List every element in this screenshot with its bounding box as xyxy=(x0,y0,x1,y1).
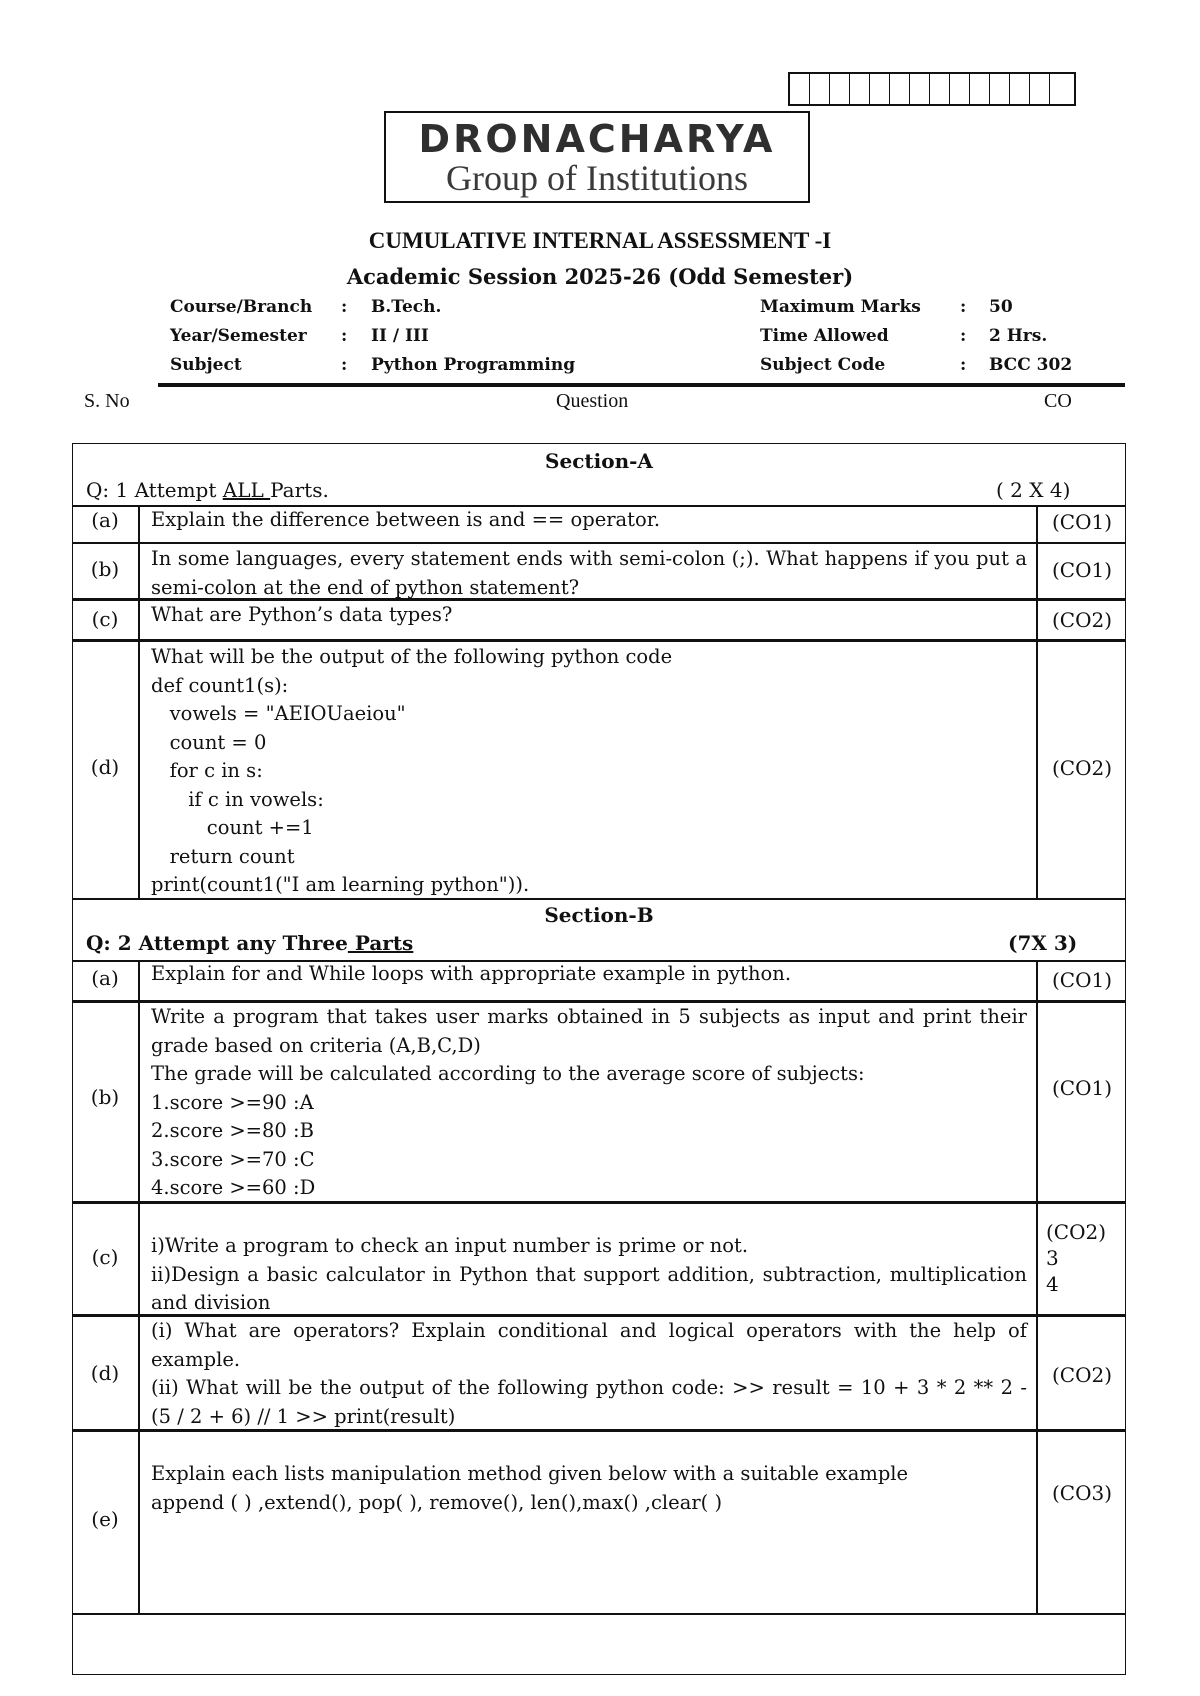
meta-label: Subject xyxy=(170,355,242,375)
meta-sep: : xyxy=(960,326,967,346)
question-part: (ii) What will be the output of the following python code: >> result = 10 + 3 * 2 ** 2 - (5 / 2 + 6) // 1 >> print(result) xyxy=(151,1376,1027,1428)
column-divider xyxy=(138,960,140,1613)
section-b-marks: (7X 3) xyxy=(1008,931,1078,955)
question-text xyxy=(151,1460,1027,1517)
question-line: The grade will be calculated according to the average score of subjects: xyxy=(151,1062,865,1085)
question-prompt: Write a program that takes user marks obtained in 5 subjects as input and print their grade based on criteria (A,B,C,D) xyxy=(151,1005,1027,1057)
question-part: (i) What are operators? Explain conditional and logical operators with the help of example. xyxy=(151,1319,1027,1371)
section-b-instruction xyxy=(86,931,413,955)
question-prompt: What will be the output of the following python code xyxy=(151,645,673,668)
instruction-text: Q: 1 Attempt xyxy=(86,478,223,502)
roll-box xyxy=(950,74,970,104)
row-divider xyxy=(72,639,1126,642)
code-line: vowels = "AEIOUaeiou" xyxy=(151,702,406,725)
roll-box xyxy=(910,74,930,104)
meta-label: Course/Branch xyxy=(170,297,313,317)
question-prompt: Explain each lists manipulation method given below with a suitable example xyxy=(151,1462,909,1485)
code-line: for c in s: xyxy=(151,759,263,782)
section-a-instruction xyxy=(86,478,329,502)
question-number: (a) xyxy=(91,966,119,990)
instruction-underlined: ALL xyxy=(222,478,271,502)
code-line: count +=1 xyxy=(151,816,314,839)
roll-box xyxy=(810,74,830,104)
meta-value: BCC 302 xyxy=(989,355,1073,375)
course-outcome-code: (CO2) xyxy=(1046,1220,1107,1244)
question-number: (c) xyxy=(91,607,119,631)
roll-box xyxy=(990,74,1010,104)
question-text xyxy=(151,1317,1027,1431)
question-text xyxy=(151,1003,1027,1203)
course-outcome: (CO1) xyxy=(1051,510,1113,534)
question-text: Explain for and While loops with appropriate example in python. xyxy=(151,962,792,985)
meta-sep: : xyxy=(960,355,967,375)
course-outcome-extra: 4 xyxy=(1046,1272,1059,1296)
meta-value: Python Programming xyxy=(371,355,576,375)
meta-value: 50 xyxy=(989,297,1013,317)
question-number: (b) xyxy=(90,557,120,581)
question-part: ii)Design a basic calculator in Python that support addition, subtraction, multiplication and division xyxy=(151,1262,1027,1314)
roll-box xyxy=(1010,74,1030,104)
meta-sep: : xyxy=(341,297,348,317)
course-outcome: (CO2) xyxy=(1051,608,1113,632)
question-number: (c) xyxy=(91,1245,119,1269)
meta-sep: : xyxy=(341,355,348,375)
meta-label: Subject Code xyxy=(760,355,886,375)
course-outcome: (CO1) xyxy=(1051,968,1113,992)
meta-value: B.Tech. xyxy=(371,297,442,317)
question-number: (b) xyxy=(90,1085,120,1109)
question-line: 3.score >=70 :C xyxy=(151,1147,315,1171)
question-number: (e) xyxy=(91,1507,119,1531)
institute-logo xyxy=(384,111,810,203)
logo-subtitle: Group of Institutions xyxy=(446,158,748,198)
course-outcome-extra: 3 xyxy=(1046,1246,1059,1270)
question-number: (a) xyxy=(91,508,119,532)
question-text: In some languages, every statement ends with semi-colon (;). What happens if you put a semi-colon at the end of python statement? xyxy=(151,547,1027,599)
roll-box xyxy=(870,74,890,104)
section-a-title: Section-A xyxy=(545,449,653,473)
meta-label: Maximum Marks xyxy=(760,297,921,317)
question-part: i)Write a program to check an input number is prime or not. xyxy=(151,1234,749,1257)
meta-label: Time Allowed xyxy=(760,326,889,346)
code-line: def count1(s): xyxy=(151,673,289,697)
course-outcome: (CO1) xyxy=(1051,1076,1113,1100)
row-divider xyxy=(72,542,1126,544)
code-line: count = 0 xyxy=(151,730,267,754)
instruction-text: Parts. xyxy=(270,478,329,502)
question-text: What are Python’s data types? xyxy=(151,603,453,626)
header-rule xyxy=(158,383,1125,387)
roll-box xyxy=(850,74,870,104)
meta-sep: : xyxy=(341,326,348,346)
roll-box xyxy=(830,74,850,104)
meta-sep: : xyxy=(960,297,967,317)
meta-value: 2 Hrs. xyxy=(989,326,1048,346)
course-outcome: (CO1) xyxy=(1051,558,1113,582)
roll-box xyxy=(1030,74,1050,104)
course-outcome: (CO2) xyxy=(1051,756,1113,780)
roll-box xyxy=(970,74,990,104)
section-a-marks: ( 2 X 4) xyxy=(996,478,1071,502)
question-number: (d) xyxy=(90,755,120,779)
roll-box xyxy=(790,74,810,104)
logo-name: DRONACHARYA xyxy=(418,117,776,161)
col-header-sno: S. No xyxy=(84,390,130,412)
question-line: 2.score >=80 :B xyxy=(151,1119,314,1142)
roll-number-boxes xyxy=(788,72,1076,106)
course-outcome: (CO3) xyxy=(1051,1481,1113,1505)
code-line: return count xyxy=(151,844,295,868)
code-line: if c in vowels: xyxy=(151,787,324,811)
academic-session: Academic Session 2025-26 (Odd Semester) xyxy=(346,264,854,289)
exam-title: CUMULATIVE INTERNAL ASSESSMENT -I xyxy=(368,228,832,253)
question-text xyxy=(151,643,1027,900)
col-header-co: CO xyxy=(1044,390,1072,412)
meta-label: Year/Semester xyxy=(170,326,307,346)
question-text: Explain the difference between is and == operator. xyxy=(151,508,661,531)
question-text xyxy=(151,1232,1027,1318)
instruction-text: Q: 2 Attempt any Three xyxy=(86,931,348,955)
question-line: 1.score >=90 :A xyxy=(151,1090,314,1114)
col-header-question: Question xyxy=(556,390,629,412)
section-b-title: Section-B xyxy=(544,903,654,927)
roll-box xyxy=(1050,74,1074,104)
column-divider xyxy=(138,505,140,898)
question-line: append ( ) ,extend(), pop( ), remove(), len(),max() ,clear( ) xyxy=(151,1490,723,1514)
instruction-underlined: Parts xyxy=(347,931,414,955)
question-line: 4.score >=60 :D xyxy=(151,1176,316,1199)
code-line: print(count1("I am learning python")). xyxy=(151,873,530,896)
course-outcome: (CO2) xyxy=(1051,1363,1113,1387)
course-outcome xyxy=(1046,1219,1134,1297)
roll-box xyxy=(930,74,950,104)
row-divider xyxy=(72,1613,1126,1615)
meta-value: II / III xyxy=(371,326,429,346)
column-divider xyxy=(1036,960,1038,1613)
question-number: (d) xyxy=(90,1361,120,1385)
roll-box xyxy=(890,74,910,104)
